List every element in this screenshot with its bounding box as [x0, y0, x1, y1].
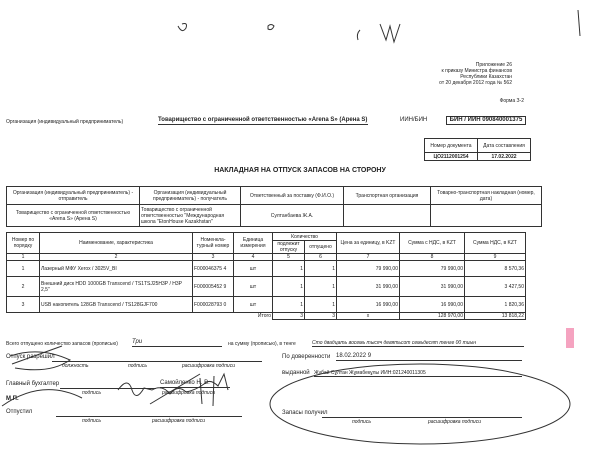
- released-sign-caption: подпись: [82, 418, 101, 424]
- iin-label: ИИН/БИН: [400, 117, 428, 123]
- table-row: 3 USB накопитель 128GB Transcend / TS128GJF700 F000028793 0 шт 1 1 16 990,00 16 990,00 1 820,36: [7, 297, 526, 313]
- allowed-position-caption: должность: [62, 363, 89, 369]
- responsible-value: Султанбаева Ж.А.: [241, 205, 344, 227]
- qty-words-value: Три: [132, 339, 222, 347]
- allowed-label: Отпуск разрешил: [6, 354, 55, 360]
- appendix-note: Приложение 26 к приказу Министра финансов Республики Казахстан от 20 декабря 2012 года № 562: [439, 62, 512, 86]
- col-num-header: Номер по порядку: [7, 233, 40, 254]
- doc-date: 17.02.2022: [478, 153, 531, 161]
- issued-value: Жұбай Сұлтан Жұмабекұлы ИИН:021240011305: [314, 370, 522, 377]
- stamp-place-label: М.П.: [6, 396, 19, 402]
- waybill-value: [431, 205, 542, 227]
- responsible-header: Ответственный за поставку (Ф.И.О.): [241, 187, 344, 205]
- qty-words-label: Всего отпущено количество запасов (прописью): [6, 341, 118, 347]
- table-row: 1 Лазерный МФУ Xerox / 3025V_BI F000046375 4 шт 1 1 79 990,00 79 990,00 8 570,36: [7, 261, 526, 277]
- sender-value: Товарищество с ограниченной ответственностью «Arena S» (Арена S): [7, 205, 140, 227]
- issued-label: выданной: [282, 370, 310, 376]
- signatures-stamp: [0, 340, 600, 462]
- sender-header: Организация (индивидуальный предприниматель) - отправитель: [7, 187, 140, 205]
- received-label: Запасы получил: [282, 410, 328, 416]
- col-qty-released-header: отпущено: [305, 241, 337, 254]
- waybill-header: Товарно-транспортная накладная (номер, дата): [431, 187, 542, 205]
- column-numbers-row: 1 2 3 4 5 6 7 8 9: [7, 254, 526, 261]
- allowed-decode-caption: расшифровка подписи: [182, 363, 235, 369]
- proxy-value: 18.02.2022 9: [336, 353, 522, 361]
- table-row: 2 Внешний диск HDD 1000GB Transcend / TS1TSJ25H3P / H3P 2,5" F000005452 9 шт 1 1 31 990,00 31 990,00 3 427,50: [7, 277, 526, 297]
- received-sign-caption: подпись: [352, 419, 371, 425]
- sum-words-value: Сто двадцать восемь тысяч девятьсот семьдесят тенге 00 тиын: [312, 340, 524, 347]
- released-decode-caption: расшифровка подписи: [152, 418, 205, 424]
- accountant-label: Главный бухгалтер: [6, 381, 60, 387]
- col-qty-due-header: подлежит отпуску: [273, 241, 305, 254]
- released-label: Отпустил: [6, 409, 33, 415]
- col-vat-header: Сумма НДС, в KZT: [465, 233, 526, 254]
- total-label: Итого: [257, 313, 271, 320]
- doc-number: ЦО2112001254: [425, 153, 478, 161]
- handwritten-marks: [0, 0, 600, 60]
- col-sum-header: Сумма с НДС, в KZT: [400, 233, 465, 254]
- transport-header: Транспортная организация: [344, 187, 431, 205]
- parties-table: [6, 186, 542, 227]
- doc-number-header: Номер документа: [425, 139, 478, 153]
- total-row: Итого 3 3 x 128 970,00 13 818,22: [7, 313, 526, 320]
- sum-words-label: на сумму (прописью), в тенге: [228, 341, 296, 347]
- org-name: Товарищество с ограниченной ответственностью «Arena S» (Арена S): [158, 117, 368, 123]
- accountant-name: Самойленко Н. В.: [160, 380, 230, 388]
- receiver-header: Организация (индивидуальный предприниматель) - получатель: [140, 187, 241, 205]
- col-unit-header: Единица измерения: [234, 233, 273, 254]
- col-name-header: Наименование, характеристика: [40, 233, 193, 254]
- proxy-label: По доверенности: [282, 354, 331, 360]
- receiver-value: Товарищество с ограниченной ответственностью "Международная школа "EtonHouse Kazakhstan": [140, 205, 241, 227]
- col-price-header: Цена за единицу, в KZT: [337, 233, 400, 254]
- document-title: НАКЛАДНАЯ НА ОТПУСК ЗАПАСОВ НА СТОРОНУ: [214, 167, 386, 174]
- items-table: [6, 232, 526, 320]
- transport-value: [344, 205, 431, 227]
- org-label: Организация (индивидуальный предприниматель): [6, 119, 124, 125]
- accountant-sign-caption: подпись: [82, 390, 101, 396]
- received-decode-caption: расшифровка подписи: [428, 419, 481, 425]
- col-qty-header: Количество: [273, 233, 337, 241]
- doc-date-header: Дата составления: [478, 139, 531, 153]
- iin-value: БИН / ИИН 090840001375: [446, 116, 526, 125]
- accountant-decode-caption: расшифровка подписи: [162, 390, 215, 396]
- col-code-header: Номенкла-турный номер: [193, 233, 234, 254]
- allowed-sign-caption: подпись: [128, 363, 147, 369]
- form-code: Форма З-2: [499, 98, 524, 104]
- doc-number-table: [424, 138, 531, 161]
